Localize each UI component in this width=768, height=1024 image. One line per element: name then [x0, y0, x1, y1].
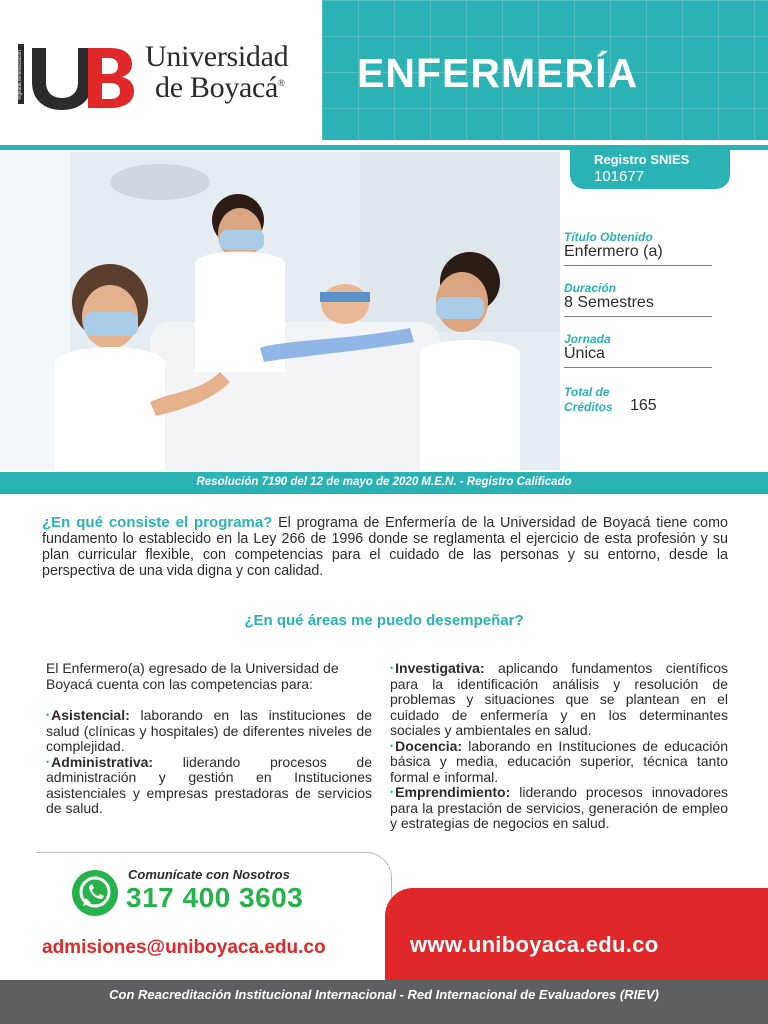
program-description — [42, 515, 728, 579]
area-text: liderando procesos de administración y gestión en Instituciones asistenciales y empresas prestadoras de servicios de salud. — [46, 753, 373, 816]
info-duration — [564, 281, 712, 317]
list-item — [46, 708, 372, 755]
areas-left-column — [46, 661, 372, 817]
list-item — [390, 739, 728, 786]
footer-text: Con Reacreditación Institucional Internacional - Red Internacional de Evaluadores (RIEV) — [109, 987, 659, 1002]
area-title: Docencia: — [395, 737, 463, 754]
university-logo[interactable] — [18, 40, 308, 108]
area-title: Administrativa: — [51, 753, 154, 770]
list-item — [390, 785, 728, 832]
contact-label: Comunícate con Nosotros — [128, 867, 290, 882]
area-title: Asistencial: — [51, 707, 130, 723]
info-degree — [564, 230, 712, 266]
info-label: Jornada — [564, 332, 611, 346]
phone-number[interactable]: 317 400 3603 — [126, 882, 304, 913]
snies-label: Registro SNIES — [594, 152, 690, 167]
areas-heading: ¿En qué áreas me puedo desempeñar? — [244, 612, 524, 629]
photo-illustration — [0, 152, 560, 470]
whatsapp-glyph — [72, 870, 118, 916]
info-value: 165 — [630, 397, 657, 414]
resolution-band — [0, 472, 768, 494]
program-question: ¿En qué consiste el programa? — [42, 514, 273, 531]
bullet-dot-icon: • — [390, 740, 394, 751]
info-value: Enfermero (a) — [564, 243, 663, 260]
area-text: laborando en Instituciones de educación básica y media, educación superior, técnica tanto formal e informal. — [390, 737, 728, 785]
area-text: laborando en las instituciones de salud (clínicas y hospitales) de diferentes niveles de complejidad. — [46, 707, 372, 754]
info-credits — [564, 385, 712, 415]
bullet-dot-icon: • — [46, 710, 50, 720]
brand-name-line1: Universidad — [145, 40, 289, 73]
area-title: Investigativa: — [395, 660, 485, 676]
resolution-text: Resolución 7190 del 12 de mayo de 2020 M.E.N. - Registro Calificado — [196, 476, 572, 488]
area-text: liderando procesos innovadores para la prestación de servicios, generación de empleo y estrategias de negocios en salud. — [390, 784, 728, 831]
area-title: Emprendimiento: — [395, 784, 511, 800]
info-schedule — [564, 332, 712, 368]
email-link[interactable]: admisiones@uniboyaca.edu.co — [42, 937, 326, 958]
registered-mark: ® — [278, 78, 285, 88]
areas-intro: El Enfermero(a) egresado de la Universidad de Boyacá cuenta con las competencias para: — [46, 660, 339, 692]
bullet-dot-icon: • — [390, 787, 394, 797]
info-value: Única — [564, 345, 605, 362]
list-item — [46, 755, 372, 817]
ub-monogram-logo — [18, 42, 136, 108]
whatsapp-icon[interactable] — [72, 870, 118, 916]
info-label: Total de Créditos — [564, 385, 613, 414]
footer-band — [0, 980, 768, 1024]
areas-right-column — [390, 661, 728, 832]
info-label: Título Obtenido — [564, 230, 653, 244]
bullet-dot-icon: • — [46, 756, 50, 767]
bullet-dot-icon: • — [390, 663, 394, 673]
website-link[interactable]: www.uniboyaca.edu.co — [410, 932, 659, 957]
page-title: ENFERMERÍA — [357, 50, 639, 96]
info-value: 8 Semestres — [564, 294, 654, 311]
nursing-students-photo — [0, 152, 560, 470]
program-text: El programa de Enfermería de la Universidad de Boyacá tiene como fundamento lo establecido en la Ley 266 de 1996 donde se reglamenta el ejercicio de esta profesión y su plan curricular flexible, con competencias para el cuidado de las personas y su entorno, desde la perspectiva de una vida digna y con calidad. — [42, 515, 728, 579]
info-label: Duración — [564, 281, 617, 295]
brand-name-line2: de Boyacá® — [155, 71, 285, 104]
area-text: aplicando fundamentos científicos para la identificación análisis y resolución de problemas y situaciones que se plantean en el cuidado de enfermería y en los determinantes sociales y ambientales en salud. — [390, 660, 728, 738]
side-vigilada-text: Vigilada Mineducación — [17, 50, 23, 100]
snies-value: 101677 — [594, 168, 645, 185]
snies-badge — [570, 147, 730, 189]
list-item — [390, 661, 728, 739]
